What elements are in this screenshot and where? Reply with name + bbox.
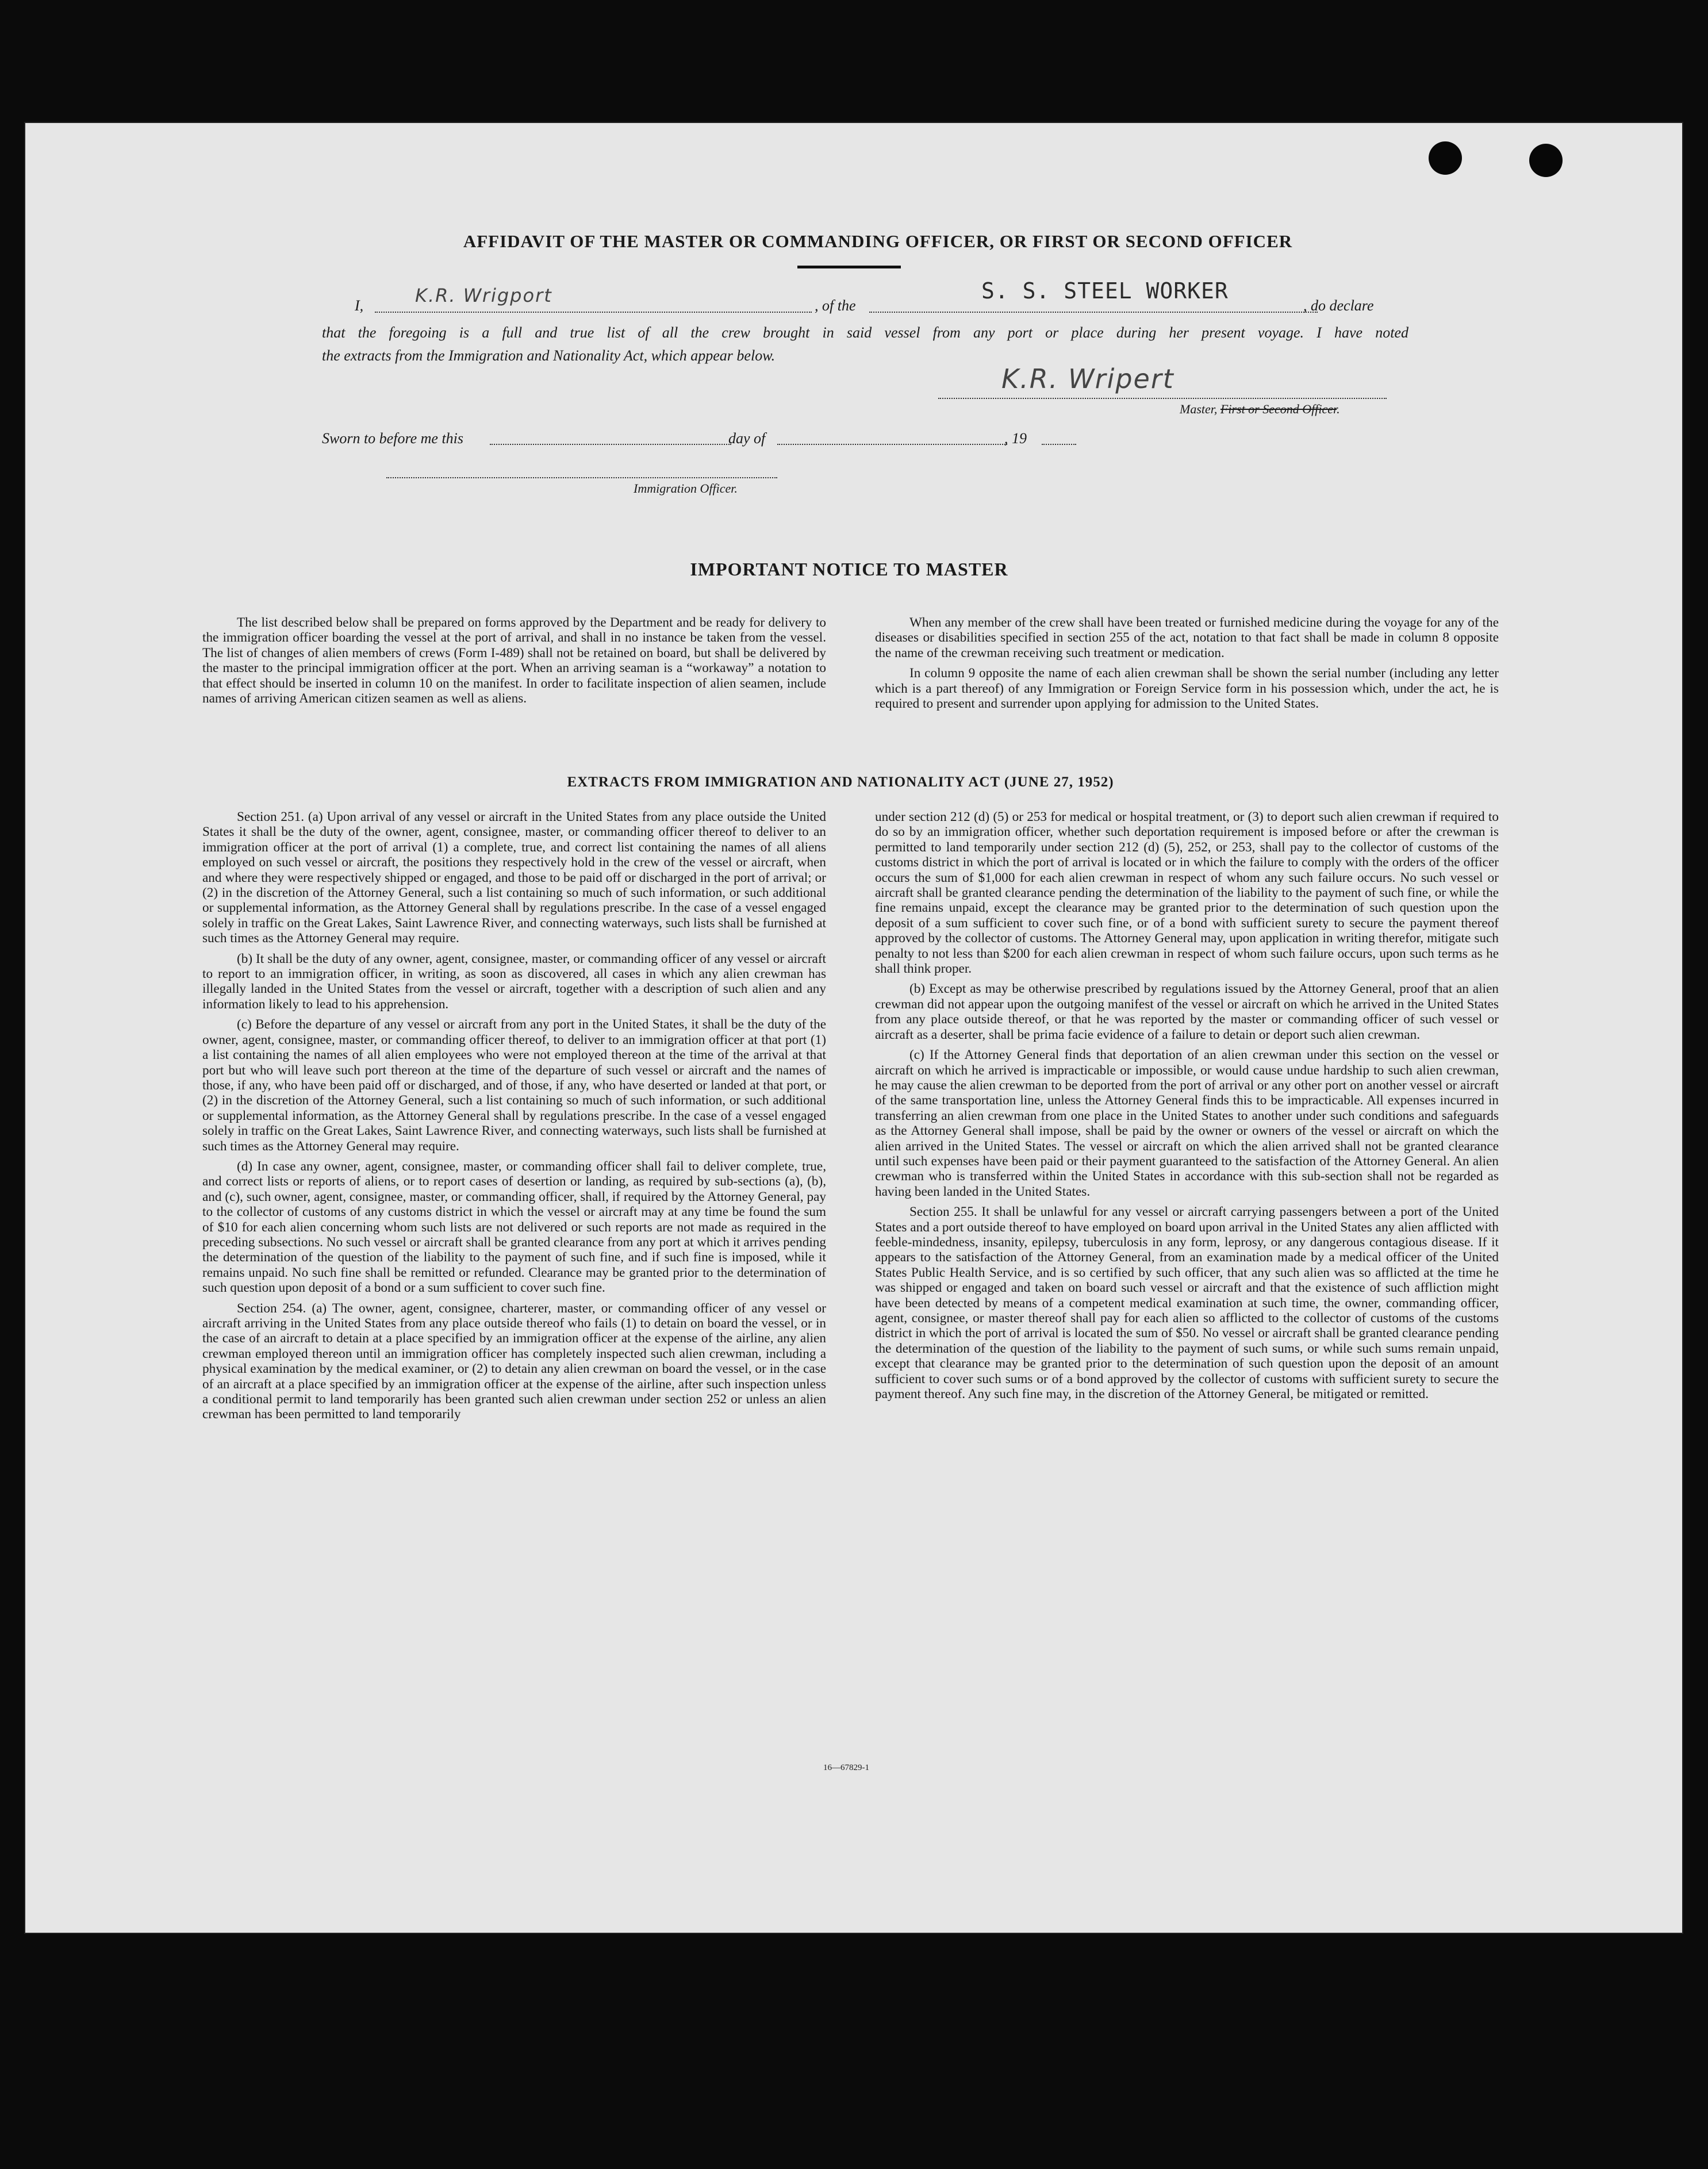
declaration-line-1: that the foregoing is a full and true list of all the crew brought in said vessel from any port or place during her present voyage. I have noted xyxy=(322,324,1408,341)
notice-right-column xyxy=(875,615,1499,716)
extracts-right-column xyxy=(875,809,1499,1407)
extract-paragraph: Section 255. It shall be unlawful for any vessel or aircraft carrying passengers between a port of the United States and a port outside thereof to have employed on board upon arrival in the United States any alien afflicted with feeble-mindedness, insanity, epilepsy, tuberculosis in any form, leprosy, or any dangerous contagious disease. If it appears to the satisfaction of the Attorney General, from an examination made by a medical officer of the United States Public Health Service, and is so certified by such officer, that any such alien was so afflicted at the time he was shipped or engaged and taken on board such vessel or aircraft and that the existence of such affliction might have been detected by means of a competent medical examination at such time, the owner, commanding officer, agent, consignee, or master thereof shall pay for each alien so afflicted to the collector of customs of the customs district in which the port of arrival is located the sum of $50. No vessel or aircraft shall be granted clearance pending the determination of the question of the liability to the payment of such sums, or while such sums remain unpaid, except that clearance may be granted prior to the determination of such question upon the deposit of an amount sufficient to cover such sums or of a bond approved by the collector of customs with sufficient surety to secure the payment thereof. Any such fine may, in the discretion of the Attorney General, be mitigated or remitted. xyxy=(875,1204,1499,1402)
extract-paragraph: Section 251. (a) Upon arrival of any vessel or aircraft in the United States from any place outside the United States it shall be the duty of the owner, agent, consignee, master, or commanding officer thereof to deliver to an immigration officer at the port of arrival (1) a complete, true, and correct list containing the names of all aliens employed on such vessel or aircraft, the positions they respectively hold in the crew of the vessel or aircraft, when and where they were respectively shipped or engaged, and those to be paid off or discharged in the port of arrival; or (2) in the discretion of the Attorney General, such a list containing so much of such information, or such additional or supplemental information, as the Attorney General shall by regulations prescribe. In the case of a vessel engaged solely in traffic on the Great Lakes, Saint Lawrence River, and connecting waterways, such lists shall be furnished at such times as the Attorney General may require. xyxy=(202,809,826,946)
day-of-label: day of xyxy=(728,430,766,447)
notice-title: IMPORTANT NOTICE TO MASTER xyxy=(690,559,1008,579)
extract-paragraph: (b) It shall be the duty of any owner, agent, consignee, master, or commanding officer of any vessel or aircraft to report to an immigration officer, in writing, as soon as discovered, all cases in which any alien crewman has illegally landed in the United States from the vessel or aircraft, together with a description of such alien and any information likely to lead to his apprehension. xyxy=(202,951,826,1012)
extract-paragraph: under section 212 (d) (5) or 253 for medical or hospital treatment, or (3) to deport such alien crewman if required to do so by an immigration officer, whether such deportation requirement is imposed before or after the crewman is permitted to land temporarily under section 212 (d) (5), 252, or 253, shall pay to the collector of customs of the customs district in which the port of arrival is located or in which the failure to comply with the orders of the officer occurs the sum of $1,000 for each alien crewman in respect of whom any such failure occurs. No such vessel or aircraft shall be granted clearance pending the determination of the liability to the payment of such fine, or while the fine remains unpaid, except the clearance may be granted prior to the determination of such question upon the deposit of a sum sufficient to cover such fine, or of a bond with sufficient surety to secure the payment thereof approved by the collector of customs. The Attorney General may, upon application in writing therefor, mitigate such penalty to not less than $200 for each alien crewman in respect of whom such failure occurs, upon such terms as he shall think proper. xyxy=(875,809,1499,977)
master-label: Master, xyxy=(1180,402,1218,416)
extracts-left-column xyxy=(202,809,826,1427)
extract-paragraph: Section 254. (a) The owner, agent, consignee, charterer, master, or commanding officer of any vessel or aircraft arriving in the United States from any place outside thereof who fails (1) to detain on board the vessel, or in the case of an aircraft to detain at a place specified by an immigration officer at the expense of the airline, any alien crewman employed thereon until an immigration officer has completely inspected such alien crewman, including a physical examination by the medical examiner, or (2) to detain any alien crewman on board the vessel, or in the case of an aircraft at a place specified by an immigration officer at the expense of the airline, after such inspection unless a conditional permit to land temporarily has been granted such alien crewman under section 252 or unless an alien crewman has been permitted to land temporarily xyxy=(202,1300,826,1422)
extract-paragraph: (b) Except as may be otherwise prescribed by regulations issued by the Attorney General, proof that an alien crewman did not appear upon the outgoing manifest of the vessel or aircraft on which he arrived in the United States from any place outside thereof, or that he was reported by the master or commanding officer of such vessel or aircraft as a deserter, shall be prima facie evidence of a failure to detain or deport such alien crewman. xyxy=(875,981,1499,1042)
master-signature: K.R. Wripert xyxy=(1001,363,1175,394)
signature-caption xyxy=(1180,402,1340,417)
notice-paragraph: The list described below shall be prepared on forms approved by the Department and be ready for delivery to the immigration officer boarding the vessel at the port of arrival, and shall in no instance be taken from the vessel. The list of changes of alien members of crews (Form I-489) shall not be retained on board, but shall be delivered by the master to the principal immigration officer at the port. When an arriving seaman is a “workaway” a notation to that effect should be inserted in column 10 on the manifest. In order to facilitate inspection of alien seamen, include names of arriving American citizen seamen as well as aliens. xyxy=(202,615,826,707)
extracts-title: EXTRACTS FROM IMMIGRATION AND NATIONALITY ACT (JUNE 27, 1952) xyxy=(567,774,1114,790)
document-page xyxy=(24,122,1683,1934)
do-declare-label: , do declare xyxy=(1303,297,1374,314)
title-rule xyxy=(797,266,901,268)
handwritten-name: K.R. Wrigport xyxy=(415,285,552,306)
officer-signature-line xyxy=(386,477,777,478)
caption-period: . xyxy=(1337,402,1340,416)
name-line xyxy=(375,312,812,313)
form-number: 16—67829-1 xyxy=(823,1763,869,1772)
sworn-label: Sworn to before me this xyxy=(322,430,464,447)
vessel-name-stamp: S. S. STEEL WORKER xyxy=(981,278,1229,304)
sworn-year-line xyxy=(1042,444,1076,445)
struck-officer-label: First or Second Officer xyxy=(1220,402,1337,416)
sworn-day-line xyxy=(490,444,731,445)
signature-line xyxy=(938,398,1387,399)
notice-paragraph: When any member of the crew shall have been treated or furnished medicine during the voyage for any of the diseases or disabilities specified in section 255 of the act, notation to that fact shall be made in column 8 opposite the name of the crewman receiving such treatment or medication. xyxy=(875,615,1499,661)
declaration-line-2: the extracts from the Immigration and Nationality Act, which appear below. xyxy=(322,347,776,364)
affidavit-title: AFFIDAVIT OF THE MASTER OR COMMANDING OFFICER, OR FIRST OR SECOND OFFICER xyxy=(463,231,1293,251)
extract-paragraph: (c) If the Attorney General finds that deportation of an alien crewman under this section on the vessel or aircraft on which he arrived is impracticable or impossible, or would cause undue hardship to such alien crewman, he may cause the alien crewman to be deported from the port of arrival or any other port on another vessel or aircraft of the same transportation line, unless the Attorney General finds this to be impracticable. All expenses incurred in transferring an alien crewman from one place in the United States to another under such conditions and safeguards as the Attorney General shall impose, shall be paid by the owner or owners of the vessel or aircraft on which the alien arrived in the United States. The vessel or aircraft on which the alien arrived shall not be granted clearance until such expenses have been paid or their payment guaranteed to the satisfaction of the Attorney General. An alien crewman who is transferred within the United States in accordance with this sub-section shall not be regarded as having been landed in the United States. xyxy=(875,1047,1499,1199)
immigration-officer-label: Immigration Officer. xyxy=(634,481,738,496)
extract-paragraph: (c) Before the departure of any vessel or aircraft from any port in the United States, it shall be the duty of the owner, agent, consignee, master, or commanding officer thereof, to deliver to an immigration officer at that port (1) a list containing the names of all alien employees who were not employed thereon at the time of the arrival at that port but who will leave such port thereon at the time of the departure of such vessel or aircraft and the names of those, if any, who have been paid off or discharged, and of those, if any, who have deserted or landed at that port, or (2) in the discretion of the Attorney General, such a list containing so much of such information, or such additional or supplemental information, as the Attorney General shall by regulations prescribe. In the case of a vessel engaged solely in traffic on the Great Lakes, Saint Lawrence River, and connecting waterways, such lists shall be furnished at such times as the Attorney General may require. xyxy=(202,1017,826,1154)
punch-hole xyxy=(1429,141,1462,175)
notice-paragraph: In column 9 opposite the name of each alien crewman shall be shown the serial number (including any letter which is a part thereof) of any Immigration or Foreign Service form in his possession which, under the act, he is required to present and surrender upon applying for admission to the United States. xyxy=(875,666,1499,712)
notice-left-column xyxy=(202,615,826,711)
extract-paragraph: (d) In case any owner, agent, consignee, master, or commanding officer shall fail to deliver complete, true, and correct lists or reports of aliens, or to report cases of desertion or landing, as required by sub-sections (a), (b), and (c), such owner, agent, consignee, master, or commanding officer, shall, if required by the Attorney General, pay to the collector of customs of any customs district in which the vessel or aircraft may at any time be found the sum of $10 for each alien concerning whom such lists are not delivered or such reports are not made as required in the preceding subsections. No such vessel or aircraft shall be granted clearance from any port at which it arrives pending the determination of the question of the liability to the payment of such fine, and if such fine is imposed, while it remains unpaid. No such fine shall be remitted or refunded. Clearance may be granted prior to the determination of such question upon deposit of a bond or a sum sufficient to cover such fine. xyxy=(202,1158,826,1296)
sworn-month-line xyxy=(777,444,1007,445)
i-label: I, xyxy=(355,297,364,314)
punch-hole xyxy=(1529,144,1563,177)
of-the-label: , of the xyxy=(815,297,856,314)
vessel-line xyxy=(869,312,1318,313)
year-label: , 19 xyxy=(1004,430,1027,447)
